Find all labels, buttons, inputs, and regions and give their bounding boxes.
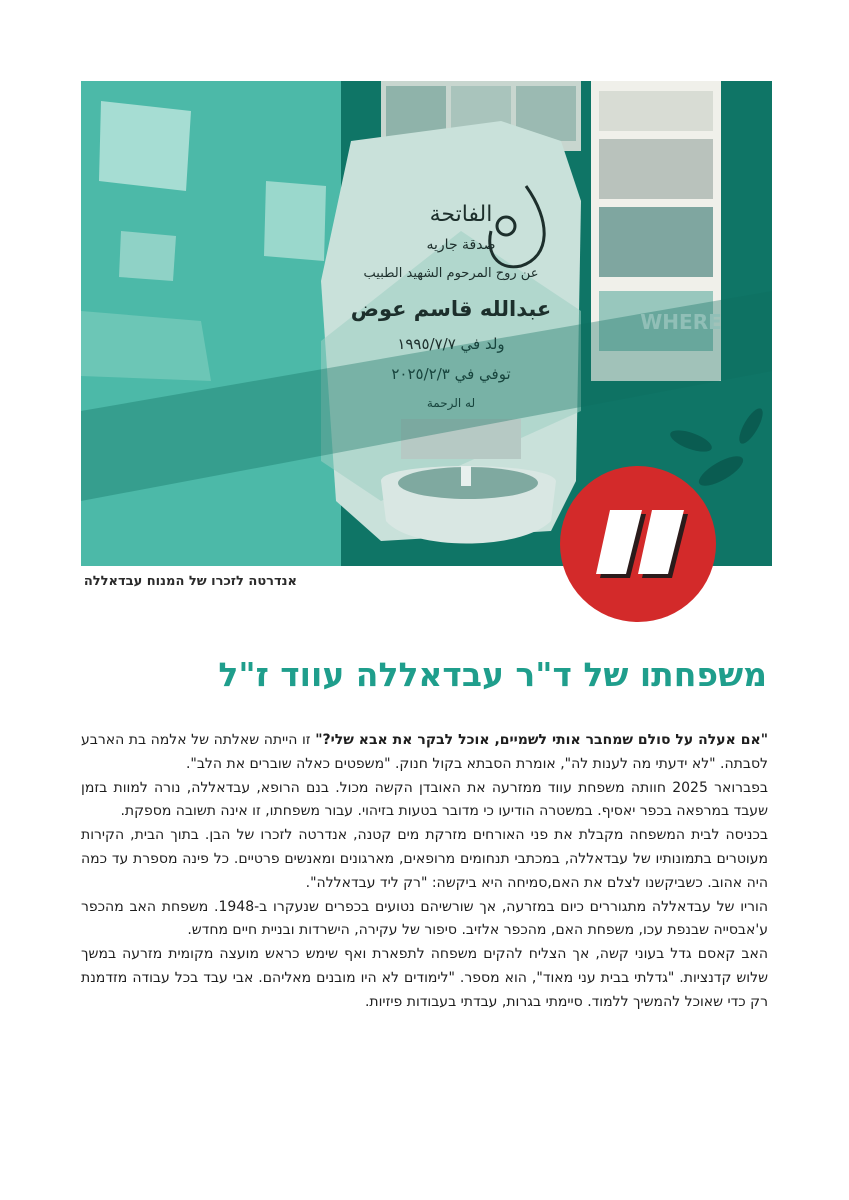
lead-quote: "אם אעלה על סולם שמחבר אותי לשמיים, אוכל לבקר את אבא שלי?"	[315, 732, 768, 748]
stone-line-6: توفي في ٢٠٢٥/٢/٣	[391, 365, 511, 383]
article-paragraph: הוריו של עבדאללה מתגוררים כיום במזרעה, אך שורשיהם נטועים בכפרים שנעקרו ב-1948. משפחת האב מהכפר ע'אבסייה שבנפת עכו, משפחת האם, מהכפר אלזיב. סיפור של עקירה, הישרדות ובניית חיים מחדש.	[81, 898, 768, 939]
lead-text: זו הייתה שאלתה של אלמה בת הארבע לסבתה. "לא ידעתי מה לענות לה", אומרת הסבתא בקול חנוק. "משפטים כאלה שוברים את הלב".	[81, 732, 768, 772]
stone-line-4: عبدالله قاسم عوض	[350, 297, 552, 321]
article-paragraph-lead	[81, 729, 768, 777]
photo-caption: אנדרטה לזכרו של המנוח עבדאללה	[83, 574, 297, 589]
article-paragraph: בפברואר 2025 חוותה משפחת עווד ממזרעה את האובדן הקשה מכול. בנם הרופא, עבדאללה, נורה למוות בזמן שעבד במרפאה בכפר יאסיף. במשטרה הודיעו כי מדובר בטעות בזיהוי. עבור משפחתו, זו אינה תשובה מספקת.	[81, 779, 769, 820]
stone-line-5: ولد في ١٩٩٥/٧/٧	[397, 335, 505, 353]
quote-badge	[560, 466, 716, 622]
stone-line-7: له الرحمة	[426, 396, 476, 410]
article-paragraph: בכניסה לבית המשפחה מקבלת את פני האורחים מזרקת מים קטנה, אנדרטה לזכרו של הבן. בתוך הבית, הקירות מעוטרים בתמונותיו של עבדאללה, במכתבי תנחומים מרופאים, מארגונים ומאנשים פרטיים. כל פינה מספרת עד כמה היה אהוב. כשביקשנו לצלם את האם,סמיחה היא ביקשה: "רק ליד עבדאללה".	[81, 827, 768, 891]
article-headline: משפחתו של ד"ר עבדאללה עווד ז"ל	[218, 655, 767, 694]
article-paragraph: האב קאסם גדל בעוני קשה, אך הצליח להקים משפחה לתפארת ואף שימש כראש מועצה מקומית מזרעה במשך שלוש קדנציות. "גדלתי בבית עני מאוד", הוא מספר. "לימודים לא היו מובנים מאליהם. אבי עבד בכל עבודה מזדמנת רק כדי שאוכל להמשיך ללמוד. סיימתי בגרות, עבדתי בעבודות פיזיות.	[81, 946, 768, 1010]
stone-line-3: عن روح المرحوم الشهيد الطبيب	[363, 266, 539, 281]
poster-text: WHERE	[640, 310, 722, 334]
quote-marks-icon	[560, 466, 716, 622]
stone-line-2: صدقة جاريه	[426, 237, 496, 253]
article-body	[81, 729, 768, 1015]
stone-line-1: الفاتحة	[429, 202, 493, 227]
